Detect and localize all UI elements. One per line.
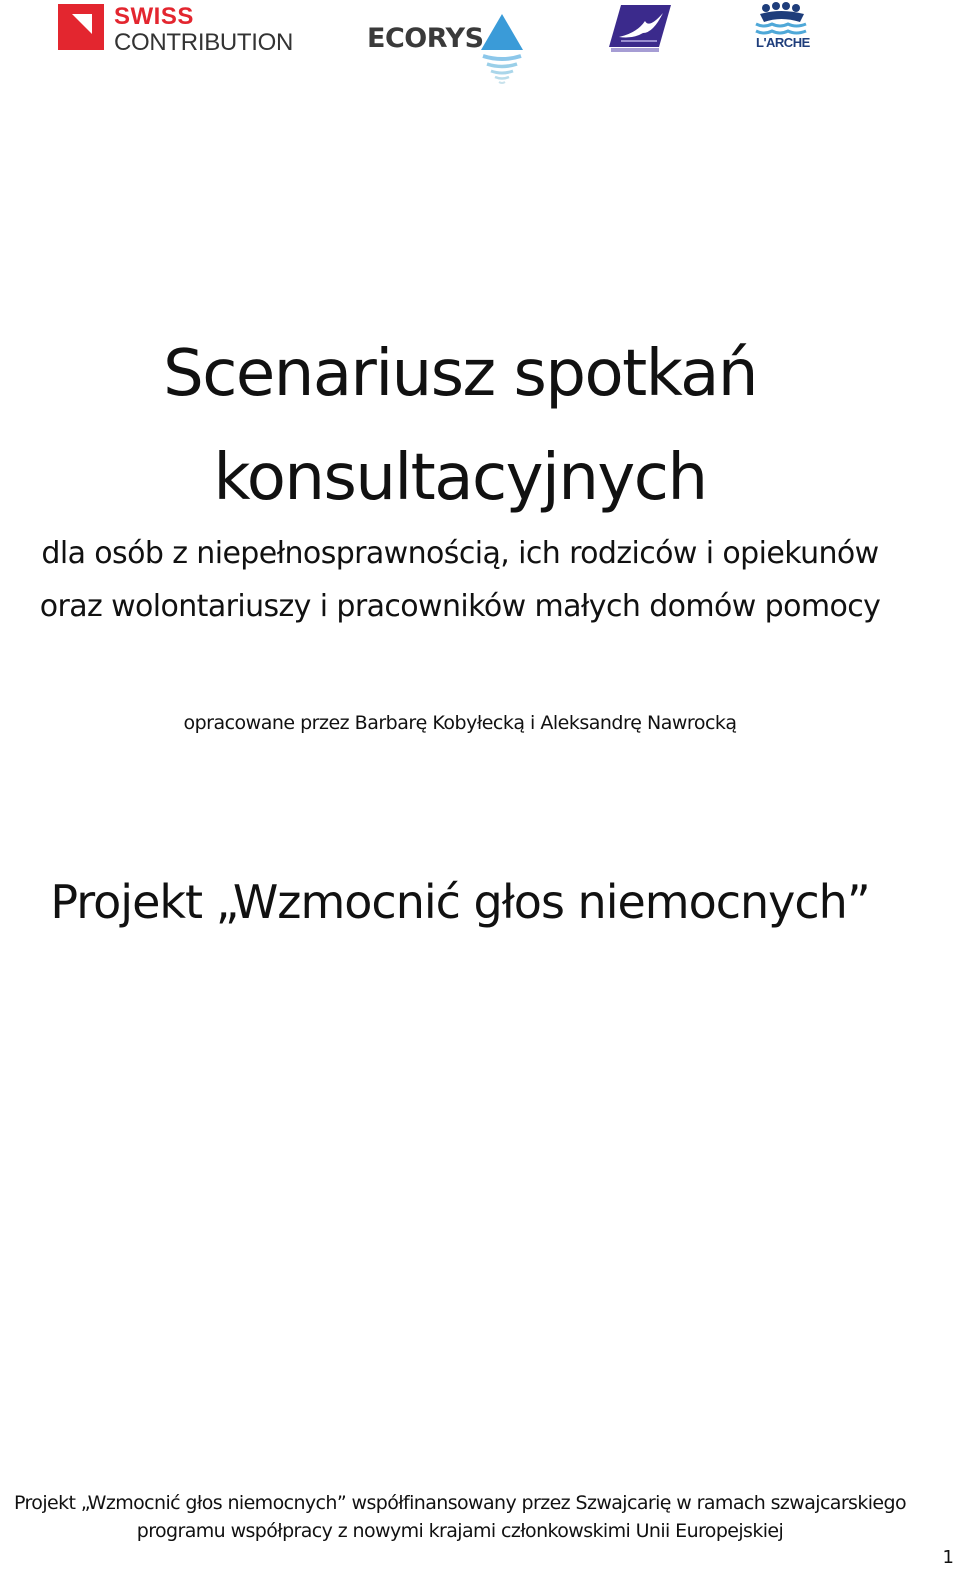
swiss-flag-icon [58, 4, 104, 50]
subtitle-line-2: oraz wolontariuszy i pracowników małych domów pomocy [39, 589, 881, 624]
swiss-logo-line1: SWISS [114, 3, 194, 30]
footer-line-2: programu współpracy z nowymi krajami członkowskimi Unii Europejskiej [136, 1520, 784, 1542]
page-footer [0, 1489, 920, 1545]
bird-emblem-icon [607, 3, 673, 53]
ecorys-logo-text: ECORYS [367, 23, 484, 54]
euro-bird-logo [607, 3, 673, 53]
ecorys-triangle-icon [479, 12, 525, 88]
document-subtitle [0, 527, 920, 633]
footer-line-1: Projekt „Wzmocnić głos niemocnych” współfinansowany przez Szwajcarię w ramach szwajcarskiego [13, 1492, 907, 1514]
subtitle-line-1: dla osób z niepełnosprawnością, ich rodziców i opiekunów [41, 536, 879, 571]
project-name: Projekt „Wzmocnić głos niemocnych” [50, 875, 870, 929]
logos-header [0, 0, 960, 90]
title-line-1: Scenariusz spotkań [163, 337, 757, 411]
swiss-contribution-logo [58, 4, 298, 54]
swiss-logo-line2: CONTRIBUTION [114, 29, 294, 56]
title-line-2: konsultacyjnych [213, 441, 707, 515]
ecorys-logo [367, 12, 527, 88]
larche-boat-icon [754, 2, 810, 36]
larche-logo [754, 2, 814, 54]
larche-logo-text: L'ARCHE [756, 35, 810, 50]
authors-line: opracowane przez Barbarę Kobyłecką i Aleksandrę Nawrocką [183, 712, 737, 734]
page-number: 1 [942, 1547, 954, 1568]
document-title [0, 322, 920, 530]
